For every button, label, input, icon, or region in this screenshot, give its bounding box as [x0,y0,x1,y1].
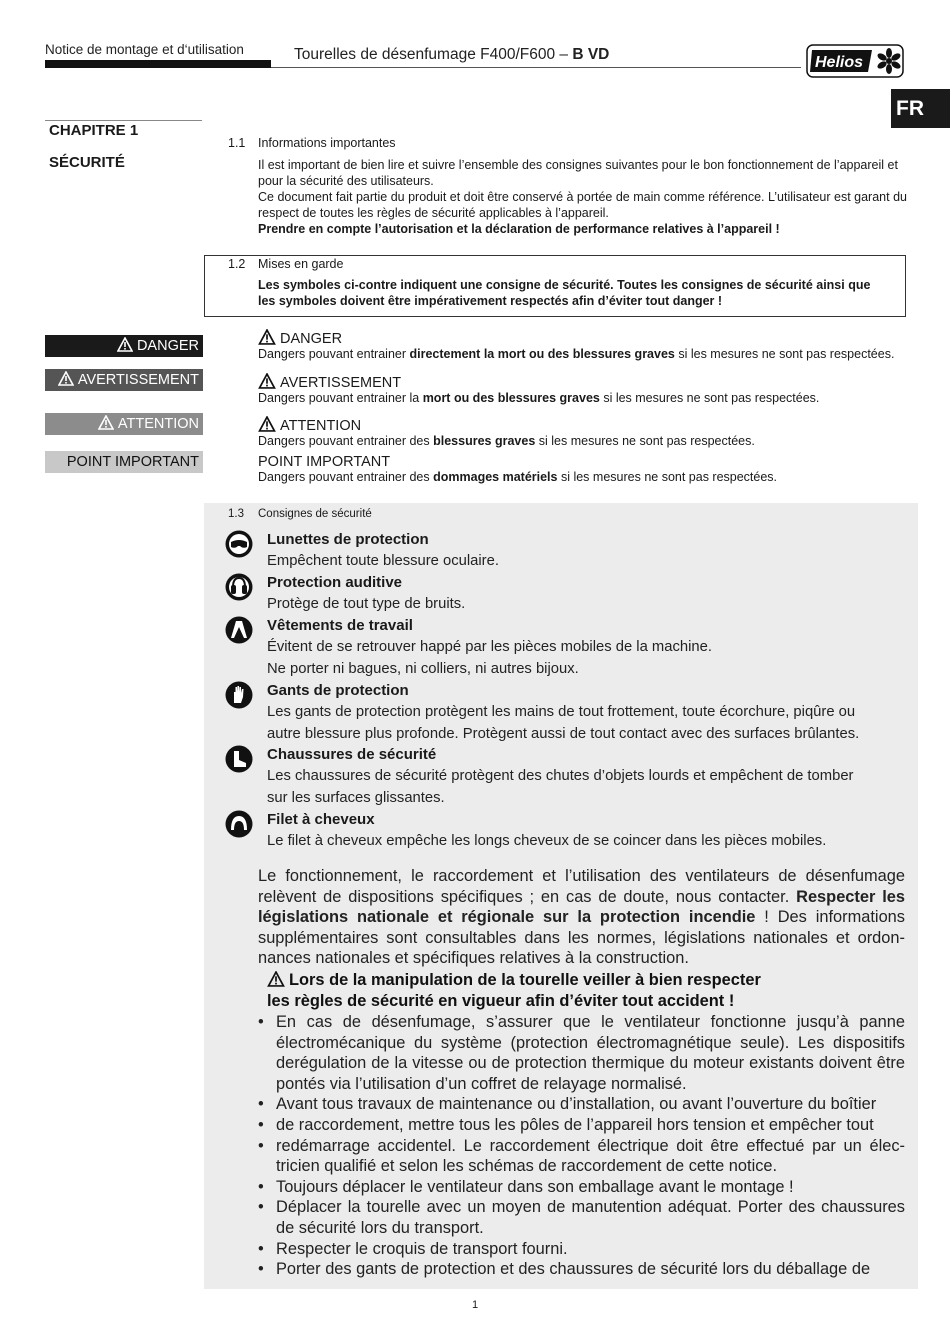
list-item: • Déplacer la tourelle avec un moyen de manutention adéquat. Porter des chaussures de sécurité lors du transport. [258,1197,905,1238]
section-title: Mises en garde [258,257,344,271]
warning-triangle-icon [258,416,276,432]
hazard-text [258,347,908,361]
attention-label [45,413,203,435]
list-item: • Avant tous travaux de maintenance ou d’installation, ou avant l’ouverture du boîtier [258,1094,905,1115]
hazard-text-bold: blessures graves [433,434,536,448]
hazard-title [258,454,908,470]
language-tab: FR [891,89,950,128]
ppe-title: Gants de protection [267,682,409,699]
warning-triangle-icon [58,371,74,386]
label-text: AVERTISSEMENT [77,372,199,388]
warning-line: les règles de sécurité en vigueur afin d’éviter tout accident ! [267,991,735,1010]
warning-triangle-icon [258,373,276,389]
danger-label [45,335,203,357]
point-important-label [45,451,203,473]
legislation-paragraph [258,866,905,969]
section-number: 1.1 [228,136,246,150]
warning-triangle-icon [267,971,285,987]
label-text: POINT IMPORTANT [66,454,199,470]
text-line-bold: Prendre en compte l’autorisation et la déclaration de performance relatives à l’appareil ! [258,222,780,236]
hazard-text-pre: Dangers pouvant entrainer la [258,391,423,405]
hazard-title-text: DANGER [280,331,343,347]
section-number: 1.2 [228,257,246,271]
safety-boots-icon [225,745,253,773]
hazard-title-text: AVERTISSEMENT [280,375,402,391]
hazard-title [258,416,908,434]
section-1-1-text [258,157,908,237]
label-text: ATTENTION [117,416,199,432]
hazard-text [258,470,908,484]
text-line: Le filet à cheveux empêche les longs cheveux de se coincer dans les pièces mobiles. [267,833,827,849]
warning-triangle-icon [117,337,133,352]
section-1-2-text [258,277,898,309]
label-text: DANGER [136,338,199,354]
text-line: Ne porter ni bagues, ni colliers, ni autres bijoux. [267,660,579,677]
text-line: Il est important de bien lire et suivre l’ensemble des consignes suivantes pour le bon fonctionnement de l’appareil et [258,158,898,172]
text-line: les symboles doivent être impérativement respectés afin d’éviter tout danger ! [258,294,723,308]
list-item: • Porter des gants de protection et des chaussures de sécurité lors du déballage de [258,1259,905,1280]
ppe-title: Lunettes de protection [267,531,429,548]
ppe-description [267,594,465,616]
text-line: Évitent de se retrouver happé par les pièces mobiles de la machine. [267,639,712,655]
header-doc-title [294,46,609,64]
section-title: Informations importantes [258,136,396,150]
chapter-number: CHAPITRE 1 [49,122,139,139]
hazard-text-post: si les mesures ne sont pas respectées. [557,470,778,484]
handling-warning [267,970,907,1011]
text-line: respect de toutes les règles de sécurité applicables à l’appareil. [258,206,609,220]
hazard-title-text: ATTENTION [280,418,362,434]
ppe-title: Protection auditive [267,574,403,591]
header-bar [45,60,271,68]
hazard-title [258,373,908,391]
hazard-text-post: si les mesures ne sont pas respectées. [599,391,820,405]
ppe-title: Vêtements de travail [267,617,413,634]
list-item: • de raccordement, mettre tous les pôles de l’appareil hors tension et empêcher tout [258,1115,905,1136]
list-item: • En cas de désenfumage, s’assurer que le ventilateur fonctionne jusqu’à panne électromécanique du système (protection électromagnétique seule). Les dispositifs derégulation de la vitesse ou de protection thermique du moteur existants doivent être pontés via l’utilisation d’un coffret de relayage normalisé. [258,1012,905,1094]
hazard-point-important [258,454,908,484]
hazard-attention [258,416,908,448]
header-doc-type: Notice de montage et d‘utilisation [45,42,244,57]
text-line: sur les surfaces glissantes. [267,789,445,806]
work-clothes-icon [225,616,253,644]
hazard-text [258,391,908,405]
ppe-description [267,551,499,573]
warning-text: Lors de la manipulation de la tourelle veiller à bien respecter [289,971,761,989]
warning-line [267,970,907,991]
chapter-rule [45,120,202,121]
hazard-text-bold: dommages matériels [433,470,558,484]
text-line: Empêchent toute blessure oculaire. [267,553,499,569]
text-line: Les chaussures de sécurité protègent des chutes d’objets lourds et empêchent de tomber [267,768,854,784]
hair-net-icon [225,810,253,838]
hazard-text-post: si les mesures ne sont pas respectées. [535,434,755,448]
warning-triangle-icon [98,415,114,430]
hazard-text-pre: Dangers pouvant entrainer des [258,470,434,484]
text-line: Protège de tout type de bruits. [267,596,466,612]
list-item: • redémarrage accidentel. Le raccordement électrique doit être effectué par un électricien qualifié et selon les schémas de raccordement de cette notice. [258,1136,905,1177]
text-line: Les symboles ci-contre indiquent une consigne de sécurité. Toutes les consignes de sécurité ainsi que [258,278,871,292]
section-title: Consignes de sécurité [258,508,372,520]
ppe-description [267,766,853,809]
text-line: pour la sécurité des utilisateurs. [258,174,434,188]
hazard-avertissement [258,373,908,405]
chapter-title: SÉCURITÉ [49,154,125,171]
list-item: • Toujours déplacer le ventilateur dans son emballage avant le montage ! [258,1177,905,1198]
warning-triangle-icon [258,329,276,345]
doc-title-model: B VD [572,46,610,63]
ppe-title: Chaussures de sécurité [267,746,437,763]
paragraph-text: ! Des informations supplémentaires sont consultables dans les normes, législations nationales et ordonnances nationales et spécifiques relatives à la construction. [258,908,905,968]
hazard-text-pre: Dangers pouvant entrainer [258,347,410,361]
list-item: • Respecter le croquis de transport fourni. [258,1239,905,1260]
paragraph-bold: Respecter les législations nationale et régionale sur la protection incendie [258,887,905,927]
gloves-icon [225,681,253,709]
doc-title-text: Tourelles de désenfumage F400/F600 – [294,46,573,63]
logo-text: Helios [815,54,864,71]
header-rule [271,67,801,68]
goggles-icon [225,530,253,558]
hazard-text-bold: mort ou des blessures graves [422,391,600,405]
safety-bullet-list [258,1012,905,1280]
ppe-description [267,831,826,853]
hazard-title-text: POINT IMPORTANT [258,454,391,470]
ppe-description [267,637,712,680]
helios-logo [806,44,904,78]
hazard-title [258,329,908,347]
ear-protection-icon [225,573,253,601]
paragraph-text: Le fonctionnement, le raccordement et l’utilisation des ventilateurs de désenfumage relèvent de dispositions spécifiques ; en cas de doute, nous contacter. [258,867,905,906]
text-line: autre blessure plus profonde. Protègent aussi de tout contact avec des surfaces brûlantes. [267,725,860,742]
hazard-text-bold: directement la mort ou des blessures graves [409,347,675,361]
text-line: Ce document fait partie du produit et doit être conservé à portée de main comme référence. L’utilisateur est garant du [258,190,907,204]
hazard-text [258,434,908,448]
avertissement-label [45,369,203,391]
hazard-text-post: si les mesures ne sont pas respectées. [674,347,895,361]
ppe-description [267,702,859,745]
page-number: 1 [471,1299,479,1311]
hazard-danger [258,329,908,361]
section-number: 1.3 [228,508,244,520]
hazard-text-pre: Dangers pouvant entrainer des [258,434,434,448]
text-line: Les gants de protection protègent les mains de tout frottement, toute écorchure, piqûre ou [267,704,856,720]
ppe-title: Filet à cheveux [267,811,375,828]
